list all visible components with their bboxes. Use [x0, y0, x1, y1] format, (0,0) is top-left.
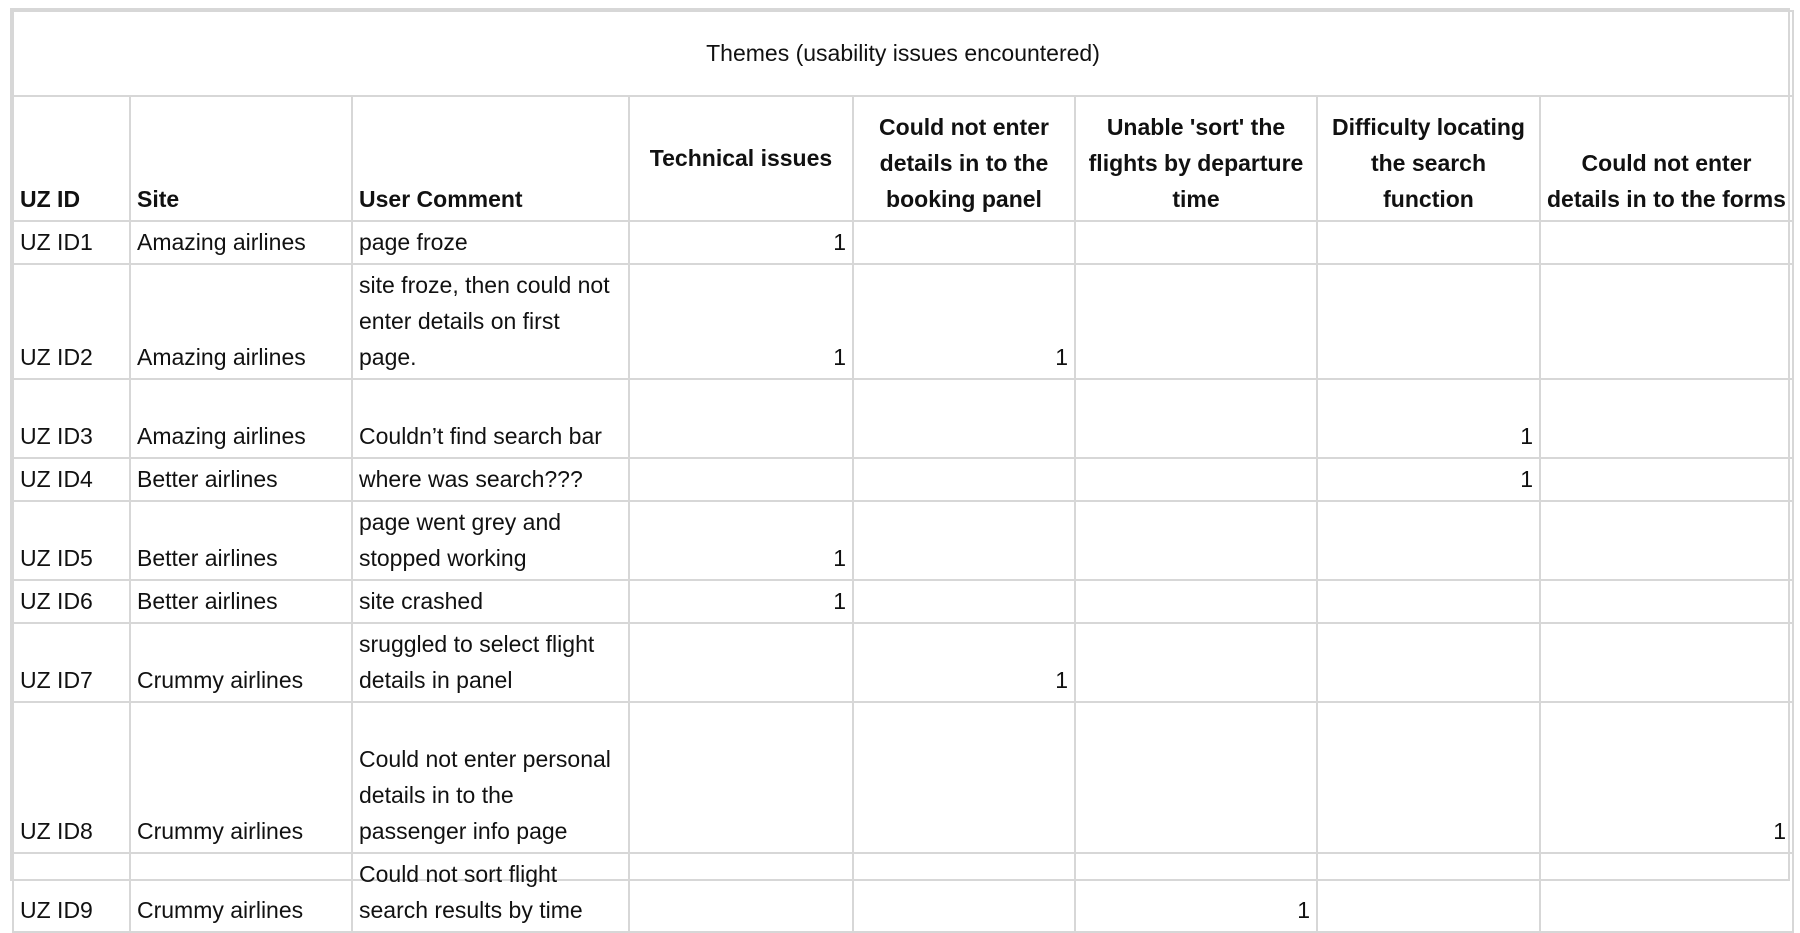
- comment-cell[interactable]: Could not sort flight search results by time: [352, 853, 629, 932]
- comment-cell[interactable]: Couldn’t find search bar: [352, 379, 629, 458]
- table-row: [13, 853, 1793, 932]
- usability-themes-table: [12, 10, 1794, 933]
- comment-cell[interactable]: site crashed: [352, 580, 629, 623]
- booking-panel-cell[interactable]: [853, 853, 1075, 932]
- uz-id-cell[interactable]: UZ ID3: [13, 379, 130, 458]
- sort-flights-cell[interactable]: [1075, 501, 1317, 580]
- comment-cell[interactable]: Could not enter personal details in to the passenger info page: [352, 702, 629, 853]
- technical-issues-cell[interactable]: [629, 379, 853, 458]
- comment-cell[interactable]: page froze: [352, 221, 629, 264]
- sort-flights-cell[interactable]: 1: [1075, 853, 1317, 932]
- site-cell[interactable]: Crummy airlines: [130, 853, 352, 932]
- comment-cell[interactable]: sruggled to select flight details in panel: [352, 623, 629, 702]
- technical-issues-cell[interactable]: 1: [629, 264, 853, 379]
- site-cell[interactable]: Crummy airlines: [130, 702, 352, 853]
- comment-cell[interactable]: page went grey and stopped working: [352, 501, 629, 580]
- sort-flights-cell[interactable]: [1075, 379, 1317, 458]
- site-cell[interactable]: Better airlines: [130, 580, 352, 623]
- site-cell[interactable]: Amazing airlines: [130, 264, 352, 379]
- technical-issues-cell[interactable]: [629, 702, 853, 853]
- table-row: [13, 501, 1793, 580]
- table-row: [13, 702, 1793, 853]
- forms-cell[interactable]: [1540, 264, 1793, 379]
- booking-panel-cell[interactable]: [853, 379, 1075, 458]
- booking-panel-cell[interactable]: [853, 458, 1075, 501]
- header-sort-flights[interactable]: Unable 'sort' the flights by departure time: [1075, 96, 1317, 221]
- technical-issues-cell[interactable]: 1: [629, 580, 853, 623]
- sort-flights-cell[interactable]: [1075, 221, 1317, 264]
- table-row: [13, 221, 1793, 264]
- forms-cell[interactable]: [1540, 623, 1793, 702]
- uz-id-cell[interactable]: UZ ID6: [13, 580, 130, 623]
- table-row: [13, 623, 1793, 702]
- search-function-cell[interactable]: [1317, 853, 1540, 932]
- booking-panel-cell[interactable]: 1: [853, 264, 1075, 379]
- site-cell[interactable]: Amazing airlines: [130, 221, 352, 264]
- table-row: [13, 264, 1793, 379]
- search-function-cell[interactable]: [1317, 702, 1540, 853]
- header-site[interactable]: Site: [130, 96, 352, 221]
- booking-panel-cell[interactable]: 1: [853, 623, 1075, 702]
- forms-cell[interactable]: [1540, 501, 1793, 580]
- uz-id-cell[interactable]: UZ ID7: [13, 623, 130, 702]
- technical-issues-cell[interactable]: [629, 623, 853, 702]
- comment-cell[interactable]: where was search???: [352, 458, 629, 501]
- sort-flights-cell[interactable]: [1075, 264, 1317, 379]
- uz-id-cell[interactable]: UZ ID5: [13, 501, 130, 580]
- themes-title-row: [13, 11, 1793, 96]
- comment-cell[interactable]: site froze, then could not enter details on first page.: [352, 264, 629, 379]
- column-header-row: [13, 96, 1793, 221]
- forms-cell[interactable]: [1540, 580, 1793, 623]
- sort-flights-cell[interactable]: [1075, 623, 1317, 702]
- forms-cell[interactable]: [1540, 458, 1793, 501]
- uz-id-cell[interactable]: UZ ID4: [13, 458, 130, 501]
- themes-title[interactable]: Themes (usability issues encountered): [13, 11, 1793, 96]
- forms-cell[interactable]: 1: [1540, 702, 1793, 853]
- search-function-cell[interactable]: 1: [1317, 458, 1540, 501]
- uz-id-cell[interactable]: UZ ID1: [13, 221, 130, 264]
- technical-issues-cell[interactable]: [629, 458, 853, 501]
- header-uz-id[interactable]: UZ ID: [13, 96, 130, 221]
- search-function-cell[interactable]: [1317, 221, 1540, 264]
- sort-flights-cell[interactable]: [1075, 580, 1317, 623]
- search-function-cell[interactable]: 1: [1317, 379, 1540, 458]
- site-cell[interactable]: Amazing airlines: [130, 379, 352, 458]
- site-cell[interactable]: Better airlines: [130, 501, 352, 580]
- uz-id-cell[interactable]: UZ ID2: [13, 264, 130, 379]
- header-technical-issues[interactable]: Technical issues: [629, 96, 853, 221]
- sort-flights-cell[interactable]: [1075, 458, 1317, 501]
- header-forms[interactable]: Could not enter details in to the forms: [1540, 96, 1793, 221]
- site-cell[interactable]: Crummy airlines: [130, 623, 352, 702]
- sort-flights-cell[interactable]: [1075, 702, 1317, 853]
- table-row: [13, 458, 1793, 501]
- table-row: [13, 580, 1793, 623]
- site-cell[interactable]: Better airlines: [130, 458, 352, 501]
- table-row: [13, 379, 1793, 458]
- booking-panel-cell[interactable]: [853, 221, 1075, 264]
- uz-id-cell[interactable]: UZ ID9: [13, 853, 130, 932]
- search-function-cell[interactable]: [1317, 264, 1540, 379]
- technical-issues-cell[interactable]: [629, 853, 853, 932]
- header-booking-panel[interactable]: Could not enter details in to the booking panel: [853, 96, 1075, 221]
- technical-issues-cell[interactable]: 1: [629, 501, 853, 580]
- spreadsheet: [10, 8, 1790, 923]
- search-function-cell[interactable]: [1317, 580, 1540, 623]
- technical-issues-cell[interactable]: 1: [629, 221, 853, 264]
- booking-panel-cell[interactable]: [853, 501, 1075, 580]
- forms-cell[interactable]: [1540, 221, 1793, 264]
- booking-panel-cell[interactable]: [853, 702, 1075, 853]
- header-user-comment[interactable]: User Comment: [352, 96, 629, 221]
- forms-cell[interactable]: [1540, 379, 1793, 458]
- booking-panel-cell[interactable]: [853, 580, 1075, 623]
- forms-cell[interactable]: [1540, 853, 1793, 932]
- uz-id-cell[interactable]: UZ ID8: [13, 702, 130, 853]
- search-function-cell[interactable]: [1317, 501, 1540, 580]
- search-function-cell[interactable]: [1317, 623, 1540, 702]
- header-search-function[interactable]: Difficulty locating the search function: [1317, 96, 1540, 221]
